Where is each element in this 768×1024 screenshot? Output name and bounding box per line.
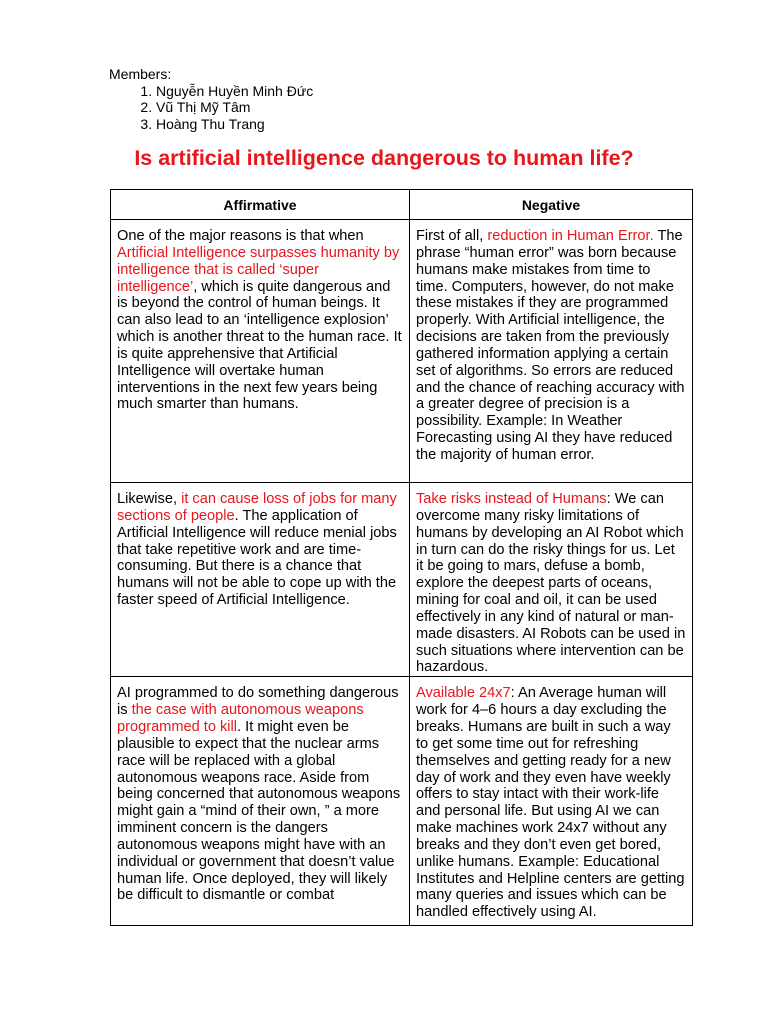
cell-text: . It might even be plausible to expect that the nuclear arms race will be replaced with a global autonomous weapons race. Aside from being concerned that autonomous weapons might gain a “mind of their own, ” a more imminent concern is the dangers autonomous weapons might have with an individual or government that doesn’t value human life. Once deployed, they will likely be difficult to dismantle or combat (117, 718, 401, 904)
cell-highlight: reduction in Human Error. (487, 228, 654, 244)
negative-cell (410, 677, 693, 926)
cell-text: : An Average human will work for 4–6 hours a day excluding the breaks. Humans are built in such a way to get some time out for refreshing themselves and getting ready for a new day of work and they even have weekly offers to stay intact with their work-life and personal life. But using AI we can make machines work 24x7 without any breaks and they don’t even get bored, unlike humans. Example: Educational Institutes and Helpline centers are getting many queries and issues which can be handled effectively using AI. (416, 685, 685, 921)
members-list (109, 83, 313, 133)
cell-text: . The application of Artificial Intelligence will reduce menial jobs that take repetitive work and are time-consuming. But there is a chance that humans will not be able to cope up with the faster speed of Artificial Intelligence. (117, 507, 397, 609)
affirmative-cell (111, 483, 410, 677)
cell-highlight: Artificial Intelligence surpasses humanity by intelligence that is called ‘super intelligence’ (117, 244, 400, 295)
negative-cell (410, 220, 693, 483)
affirmative-header: Affirmative (111, 190, 410, 220)
cell-highlight: Take risks instead of Humans (416, 491, 607, 507)
cell-text: The phrase “human error” was born because humans make mistakes from time to time. Computers, however, do not make these mistakes if they are programmed properly. With Artificial intelligence, the decisions are taken from the previously gathered information applying a certain set of algorithms. So errors are reduced and the chance of reaching accuracy with a greater degree of precision is a possibility. Example: In Weather Forecasting using AI they have reduced the majority of human error. (416, 228, 685, 463)
members-block (109, 66, 313, 132)
cell-highlight: it can cause loss of jobs for many sections of people (117, 491, 397, 524)
debate-table (110, 189, 693, 926)
members-label: Members: (109, 66, 172, 82)
table-header-row (111, 190, 693, 220)
cell-text: Likewise, (117, 491, 182, 507)
table-row (111, 483, 693, 677)
cell-text: One of the major reasons is that when (117, 228, 364, 244)
table-row (111, 677, 693, 926)
cell-text: : We can overcome many risky limitations of humans by developing an AI Robot which in turn can do the risky things for us. Let it be going to mars, defuse a bomb, explore the deepest parts of oceans, mining for coal and oil, it can be used effectively in any kind of natural or man-made disasters. AI Robots can be used in such situations where intervention can be hazardous. (416, 491, 686, 676)
page-title: Is artificial intelligence dangerous to human life? (134, 146, 634, 170)
cell-text: , which is quite dangerous and is beyond the control of human beings. It can also lead to an ‘intelligence explosion’ which is another threat to the human race. It is quite apprehensive that Artificial Intelligence will overtake human interventions in the next few years being much smarter than humans. (117, 278, 402, 413)
table-row (111, 220, 693, 483)
negative-header: Negative (410, 190, 693, 220)
negative-cell (410, 483, 693, 677)
member-name: 2. Vũ Thị Mỹ Tâm (156, 99, 313, 116)
cell-text: First of all, (416, 228, 488, 244)
affirmative-cell (111, 220, 410, 483)
affirmative-cell (111, 677, 410, 926)
member-name: 3. Hoàng Thu Trang (156, 116, 313, 133)
cell-highlight: Available 24x7 (416, 685, 511, 702)
member-name: 1. Nguyễn Huyền Minh Đức (156, 83, 313, 100)
cell-text: AI programmed to do something dangerous is (117, 685, 399, 719)
cell-highlight: the case with autonomous weapons programmed to kill (117, 702, 364, 735)
